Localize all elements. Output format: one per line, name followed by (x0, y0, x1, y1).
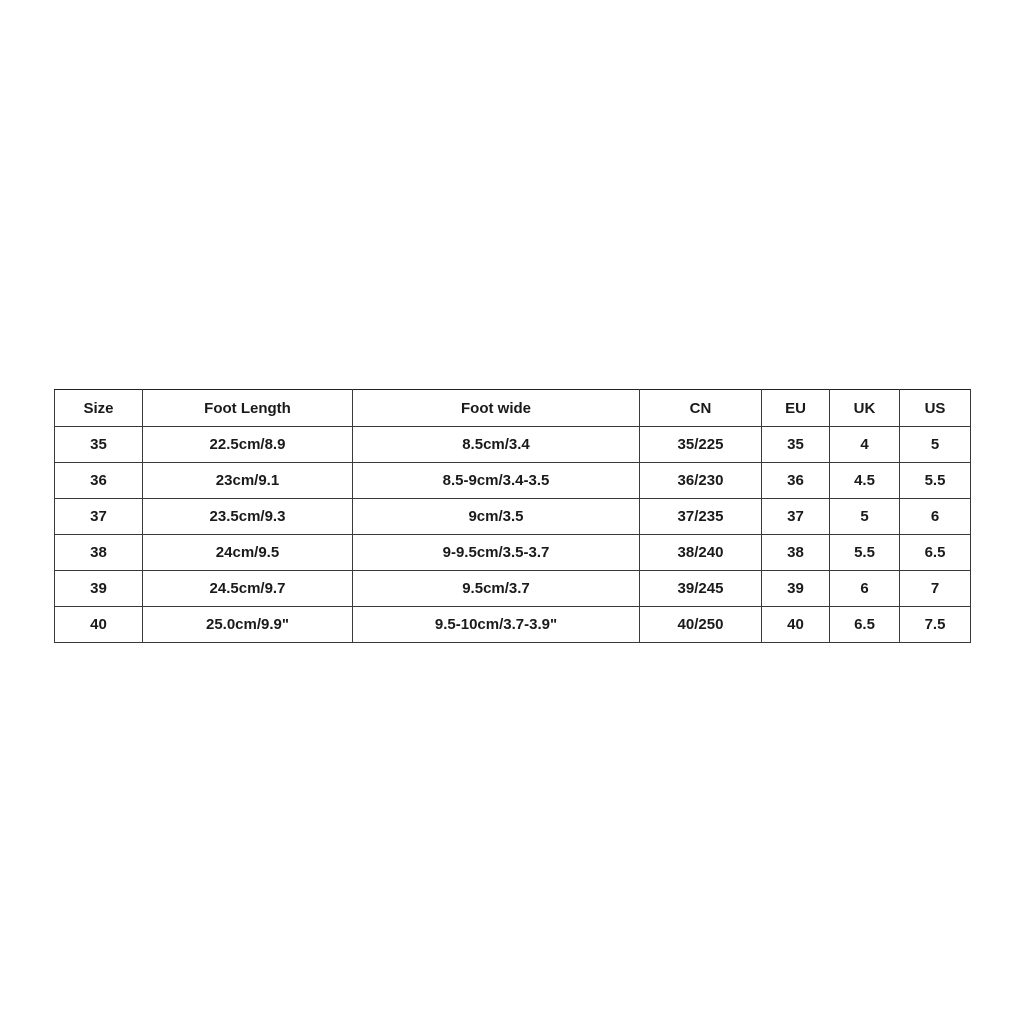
cell-us: 5.5 (900, 463, 971, 499)
cell-eu: 38 (762, 535, 830, 571)
header-eu: EU (762, 390, 830, 427)
cell-uk: 5.5 (830, 535, 900, 571)
cell-size: 38 (55, 535, 143, 571)
cell-cn: 40/250 (640, 607, 762, 643)
cell-foot-wide: 9.5cm/3.7 (353, 571, 640, 607)
header-uk: UK (830, 390, 900, 427)
cell-foot-length: 23.5cm/9.3 (143, 499, 353, 535)
cell-size: 37 (55, 499, 143, 535)
table-row (55, 535, 971, 571)
cell-cn: 37/235 (640, 499, 762, 535)
cell-cn: 38/240 (640, 535, 762, 571)
cell-foot-length: 25.0cm/9.9" (143, 607, 353, 643)
table-row (55, 427, 971, 463)
header-foot-length: Foot Length (143, 390, 353, 427)
cell-foot-wide: 9.5-10cm/3.7-3.9" (353, 607, 640, 643)
cell-uk: 4 (830, 427, 900, 463)
cell-foot-length: 24cm/9.5 (143, 535, 353, 571)
cell-size: 36 (55, 463, 143, 499)
cell-eu: 40 (762, 607, 830, 643)
cell-us: 7 (900, 571, 971, 607)
cell-cn: 39/245 (640, 571, 762, 607)
cell-us: 5 (900, 427, 971, 463)
cell-size: 40 (55, 607, 143, 643)
cell-foot-wide: 8.5cm/3.4 (353, 427, 640, 463)
cell-uk: 6.5 (830, 607, 900, 643)
size-chart-table (54, 389, 971, 643)
cell-cn: 35/225 (640, 427, 762, 463)
cell-foot-length: 23cm/9.1 (143, 463, 353, 499)
cell-eu: 35 (762, 427, 830, 463)
cell-uk: 5 (830, 499, 900, 535)
cell-us: 6.5 (900, 535, 971, 571)
header-foot-wide: Foot wide (353, 390, 640, 427)
cell-eu: 37 (762, 499, 830, 535)
table-row (55, 499, 971, 535)
cell-size: 35 (55, 427, 143, 463)
cell-foot-length: 24.5cm/9.7 (143, 571, 353, 607)
cell-us: 7.5 (900, 607, 971, 643)
cell-foot-wide: 9-9.5cm/3.5-3.7 (353, 535, 640, 571)
cell-foot-wide: 8.5-9cm/3.4-3.5 (353, 463, 640, 499)
cell-uk: 6 (830, 571, 900, 607)
cell-us: 6 (900, 499, 971, 535)
cell-uk: 4.5 (830, 463, 900, 499)
header-cn: CN (640, 390, 762, 427)
cell-eu: 39 (762, 571, 830, 607)
cell-foot-wide: 9cm/3.5 (353, 499, 640, 535)
cell-size: 39 (55, 571, 143, 607)
cell-eu: 36 (762, 463, 830, 499)
header-row (55, 390, 971, 427)
header-us: US (900, 390, 971, 427)
table-row (55, 463, 971, 499)
table-row (55, 571, 971, 607)
cell-cn: 36/230 (640, 463, 762, 499)
cell-foot-length: 22.5cm/8.9 (143, 427, 353, 463)
table-row (55, 607, 971, 643)
header-size: Size (55, 390, 143, 427)
